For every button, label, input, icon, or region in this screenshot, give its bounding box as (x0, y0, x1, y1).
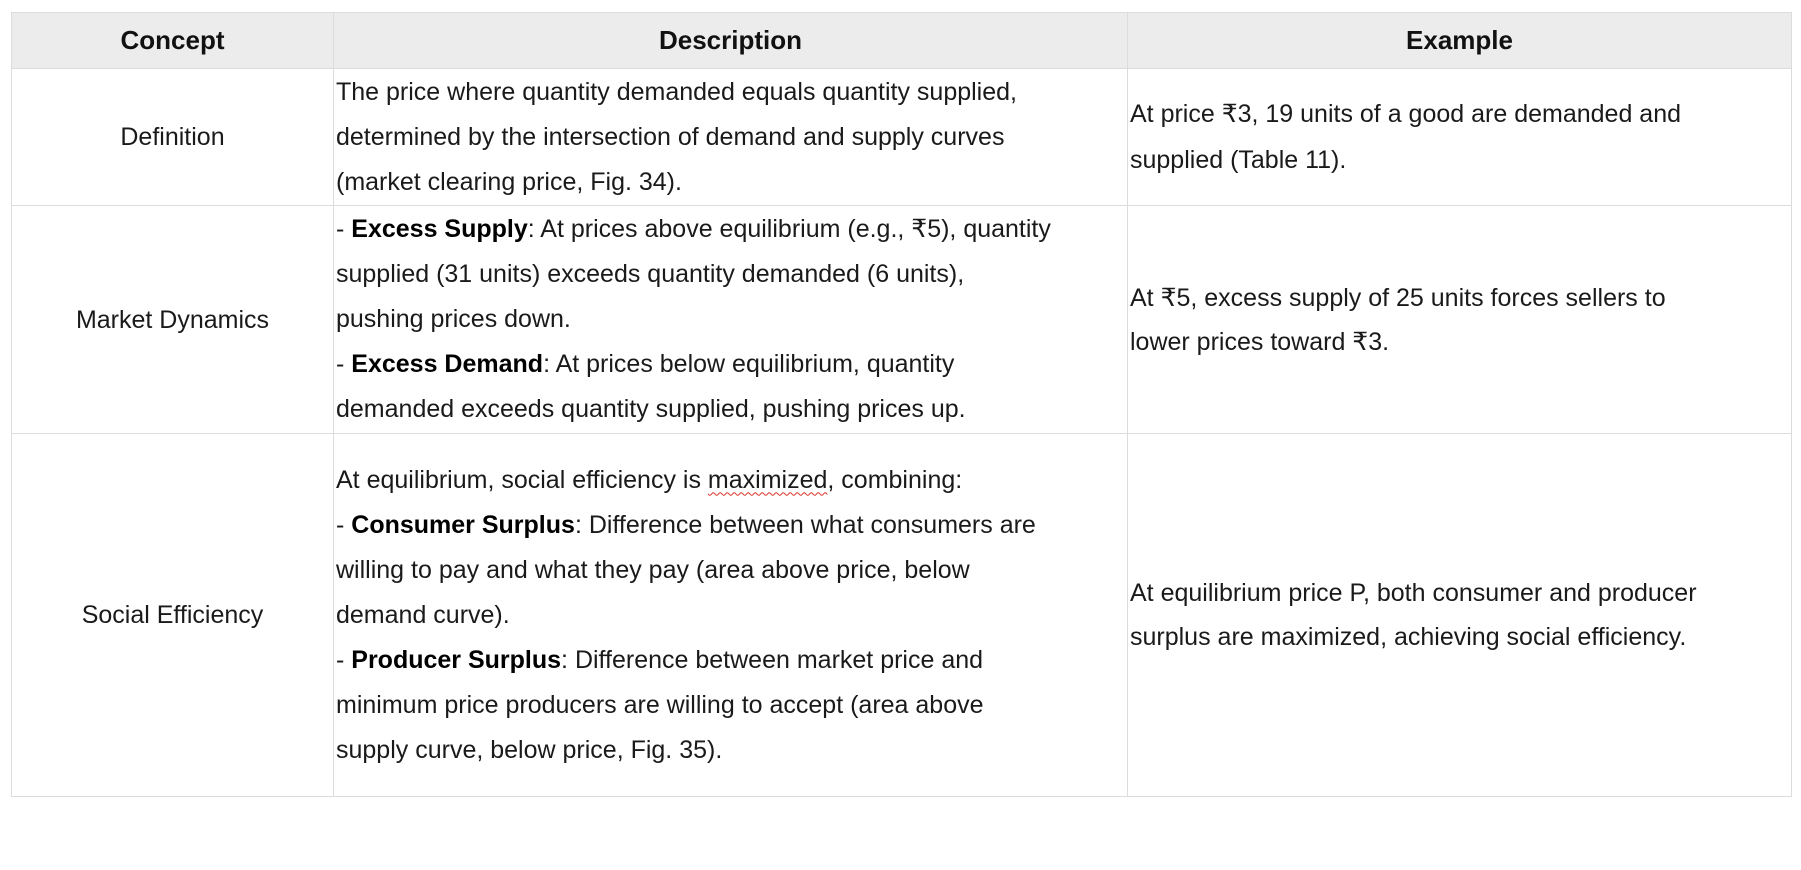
description-line: determined by the intersection of demand and supply curves (336, 122, 1005, 151)
term-consumer-surplus: Consumer Surplus (351, 510, 575, 539)
header-description: Description (334, 13, 1128, 69)
description-line: The price where quantity demanded equals quantity supplied, (336, 77, 1017, 106)
description-text: : Difference between what consumers are (574, 510, 1036, 539)
concept-table (11, 12, 1792, 797)
concept-cell: Market Dynamics (12, 206, 334, 434)
example-line: surplus are maximized, achieving social efficiency. (1130, 623, 1687, 651)
description-text: : Difference between market price and (561, 645, 984, 674)
example-cell (1128, 434, 1792, 797)
description-line: pushing prices down. (336, 305, 571, 333)
example-line: At price ₹3, 19 units of a good are demanded and (1130, 100, 1682, 128)
description-line: minimum price producers are willing to accept (area above (336, 690, 984, 719)
concept-cell: Social Efficiency (12, 434, 334, 797)
description-line: demanded exceeds quantity supplied, pushing prices up. (336, 395, 966, 423)
example-line: At ₹5, excess supply of 25 units forces sellers to (1130, 283, 1666, 312)
description-cell (334, 69, 1128, 206)
example-line: lower prices toward ₹3. (1130, 327, 1390, 356)
description-text: : At prices above equilibrium (e.g., ₹5), quantity (527, 215, 1051, 243)
table-row (12, 69, 1792, 206)
concept-cell: Definition (12, 69, 334, 206)
table-row (12, 434, 1792, 797)
bullet-prefix: - (336, 645, 352, 674)
table-row (12, 206, 1792, 434)
example-line: At equilibrium price P, both consumer and producer (1130, 579, 1697, 607)
description-line (336, 207, 1127, 252)
description-text: : At prices below equilibrium, quantity (543, 350, 955, 378)
bullet-prefix: - (336, 215, 352, 243)
description-line (336, 503, 1127, 548)
description-line (336, 458, 1127, 503)
header-concept: Concept (12, 13, 334, 69)
description-cell (334, 434, 1128, 797)
description-line (336, 638, 1127, 683)
example-cell (1128, 206, 1792, 434)
description-line: supplied (31 units) exceeds quantity demanded (6 units), (336, 260, 965, 288)
term-producer-surplus: Producer Surplus (351, 645, 562, 674)
spellcheck-flagged-word[interactable]: maximized (707, 465, 828, 494)
description-text: At equilibrium, social efficiency is (336, 465, 708, 494)
description-line: (market clearing price, Fig. 34). (336, 167, 682, 196)
description-cell (334, 206, 1128, 434)
table-header-row (12, 13, 1792, 69)
term-excess-supply: Excess Supply (351, 215, 528, 243)
example-line: supplied (Table 11). (1130, 146, 1347, 174)
description-line: willing to pay and what they pay (area above price, below (336, 555, 970, 584)
description-text: , combining: (827, 465, 963, 494)
example-cell (1128, 69, 1792, 206)
bullet-prefix: - (336, 510, 352, 539)
description-line: supply curve, below price, Fig. 35). (336, 735, 723, 764)
bullet-prefix: - (336, 350, 352, 378)
description-line (336, 342, 1127, 387)
term-excess-demand: Excess Demand (351, 350, 544, 378)
header-example: Example (1128, 13, 1792, 69)
description-line: demand curve). (336, 600, 510, 629)
